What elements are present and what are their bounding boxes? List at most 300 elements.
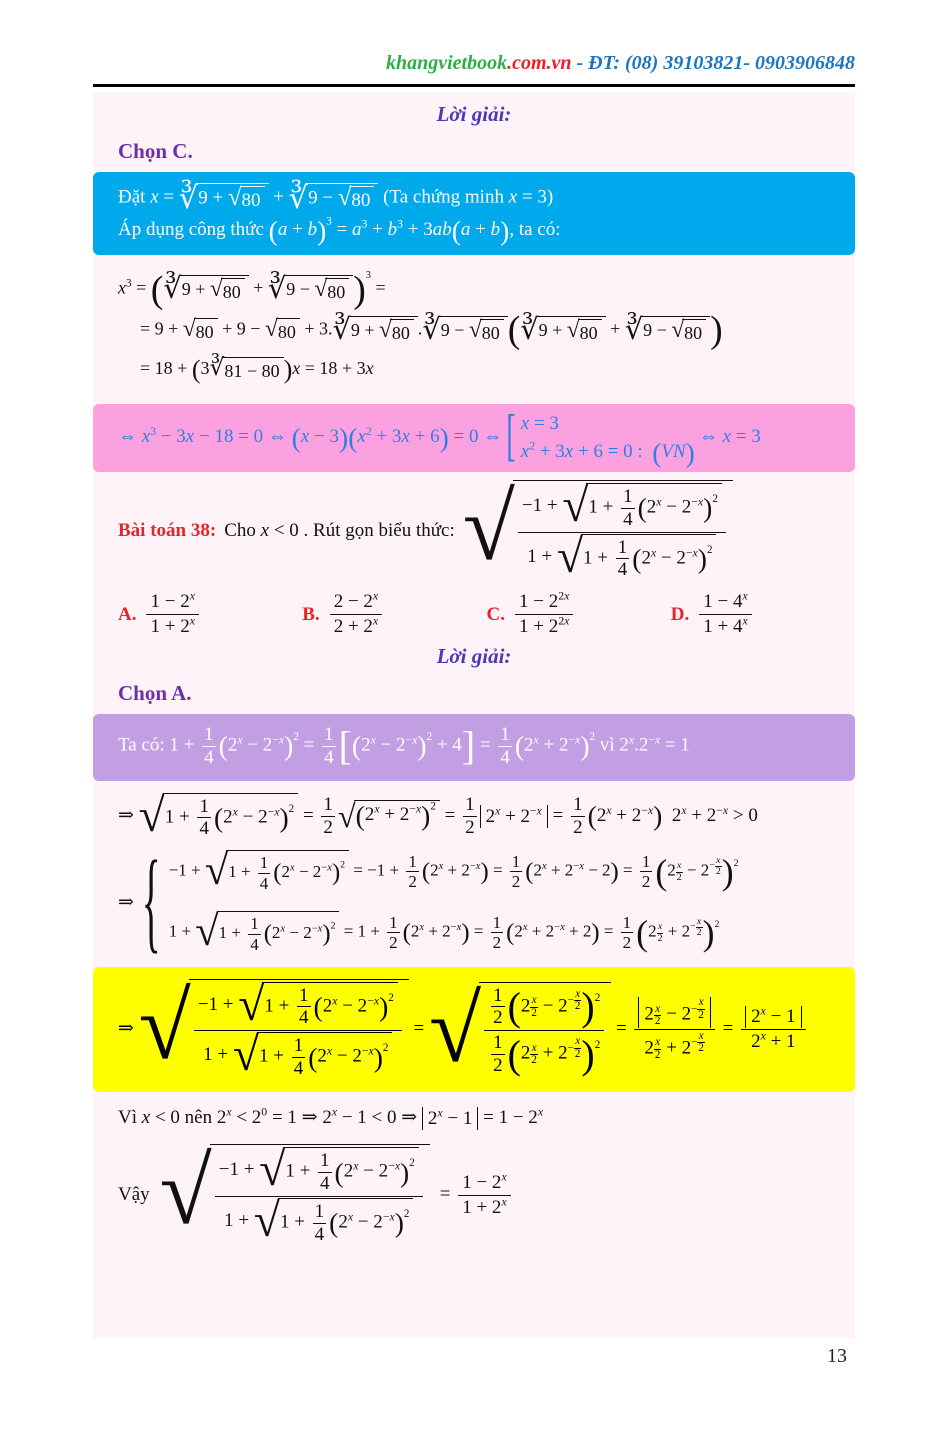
math-token: 2 (426, 731, 433, 744)
math-token (671, 319, 706, 345)
math-token: x (332, 993, 338, 1007)
math-token (530, 995, 538, 1007)
site-domain: .com.vn (507, 52, 572, 74)
math-token: 2 (733, 858, 739, 870)
math-token: 1 (623, 485, 633, 507)
math-token (523, 922, 528, 933)
math-token: 2 (403, 1208, 410, 1221)
math-token: x (742, 589, 748, 603)
math-token: 4 (293, 1058, 304, 1080)
math-token: x (692, 545, 698, 559)
math-token: 2 (696, 927, 702, 939)
math-token: x (368, 1044, 374, 1058)
math-token: x (419, 922, 425, 934)
math-token: 2 (657, 932, 663, 944)
math-token: 1 + √1 + $\frac{1}{4}$ $(2^x - 2^{-x})^2$ (215, 1196, 423, 1246)
math-token (530, 1043, 538, 1067)
system-rows (168, 847, 739, 956)
math-token: ∛ (178, 181, 199, 215)
math-token: $2^x - 1$ (745, 1006, 801, 1028)
math-token: x (401, 426, 410, 448)
option-b (302, 591, 486, 638)
math-token: 2 (698, 1008, 704, 1021)
math-token: 4 (320, 1173, 330, 1195)
math-token (654, 1037, 662, 1061)
math-token: − x 2 (567, 1035, 581, 1060)
option-c-numerator: $1 - 2^{2x}$ (518, 589, 570, 613)
math-token: 2 (698, 1042, 704, 1055)
math-token: x (520, 441, 530, 463)
math-token: √ (671, 317, 685, 344)
math-token (654, 1004, 662, 1016)
math-token (513, 480, 733, 581)
math-token: 2 (641, 872, 651, 892)
math-token: 80 (240, 186, 265, 213)
math-token (495, 804, 500, 817)
math-token: x (606, 803, 612, 817)
math-token: √ (337, 184, 352, 211)
math-token: 1 (250, 914, 259, 934)
math-token: 2 (654, 1015, 661, 1028)
math-token: 4 (324, 746, 334, 768)
sign-note-line: Vì x < 0 nên $2^x < 2^0 = 1$ ⇒ $2^x - 1 < 0$ ⇒ $2^x - 1 = 1 - 2^x$ (118, 1105, 544, 1129)
math-token (676, 861, 683, 871)
math-token (530, 1043, 538, 1067)
math-token: 2 (594, 991, 601, 1004)
math-token: 4 (299, 1007, 309, 1029)
math-token (353, 1160, 358, 1173)
option-a (118, 591, 302, 638)
math-token: x (327, 862, 332, 874)
math-token: 1 + $\frac{1}{4}$ $(2^x - 2^{-x})^2$ (257, 1032, 392, 1080)
math-token (654, 1004, 662, 1028)
header-rule (93, 84, 855, 87)
math-token: a (277, 219, 288, 241)
math-token: 1 (493, 1032, 503, 1054)
math-token: x (760, 1029, 766, 1043)
math-token: 1 (465, 794, 475, 816)
math-token (179, 183, 269, 213)
math-token: 2x (558, 614, 570, 628)
math-token (163, 275, 248, 304)
math-token: x (501, 1195, 507, 1209)
sqrt-step-line: ⇒ √1 + $\frac{1}{4}$ $(2^x - 2^{-x})^2$ = $\frac{1}{2}$ $√(2^x + 2^{-x})^2$ = $\frac{1}{2}$ $2^x + 2^{-x}$ = $\frac{1}{2}$ $(2^x + 2^{-x}) 2^x + 2^{-x} > 0$ (118, 789, 758, 842)
math-token: x (280, 923, 286, 935)
math-token: −x (469, 861, 481, 873)
site-name: khangvietbook (385, 52, 508, 74)
math-token (479, 982, 611, 1077)
math-token: 2 (409, 1157, 415, 1170)
math-token: 3 (365, 270, 372, 282)
math-token: 1 + $\frac{1}{4}$ $(2^x - 2^{-x})^2$ (283, 1147, 418, 1195)
math-token: − x 2 (709, 854, 721, 878)
math-token: x (118, 277, 126, 298)
math-token: 9 − √80 (439, 316, 508, 345)
math-token (657, 922, 664, 932)
math-token: √ (556, 530, 584, 583)
math-token (292, 1035, 306, 1080)
math-token: 2 (293, 731, 299, 744)
math-token (458, 1172, 510, 1219)
math-token: x (232, 805, 238, 818)
option-b-fraction (330, 591, 382, 638)
math-token: √ (378, 317, 392, 344)
math-token: x (278, 733, 285, 747)
math-token (616, 537, 630, 582)
math-token: 1 (259, 853, 269, 873)
math-token: 2 (654, 1048, 661, 1061)
math-token: x (374, 802, 380, 816)
math-token (697, 1031, 705, 1055)
math-token: x (560, 922, 565, 934)
math-token (232, 1029, 393, 1082)
math-token (761, 1030, 766, 1043)
math-token (574, 989, 582, 1001)
math-token: 3 (397, 218, 403, 232)
math-token: 80 (325, 278, 349, 304)
math-token (530, 995, 538, 1019)
math-token: x (326, 1044, 333, 1058)
math-token: 2 x 2 + 2− x 2 (634, 1029, 714, 1061)
math-token (233, 805, 238, 818)
math-token (629, 733, 634, 746)
math-token: x (456, 922, 462, 934)
choice-c-text: Chọn C. (118, 139, 193, 163)
math-token: 1 (293, 1035, 304, 1057)
problem-38-row (93, 473, 855, 583)
math-token (634, 997, 714, 1061)
math-token: 1 (622, 912, 632, 932)
math-token (676, 861, 683, 883)
math-token: 2 (323, 816, 333, 838)
math-token: x (317, 923, 323, 935)
math-token: 2 (288, 802, 295, 815)
math-token: √ (428, 975, 482, 1082)
math-token: ∛ (163, 273, 182, 306)
math-token (189, 979, 409, 1080)
math-token (280, 924, 285, 935)
math-token: −x (272, 733, 285, 747)
math-token: x (260, 519, 270, 541)
math-token: 80 (682, 319, 706, 345)
math-token: 4 (250, 934, 259, 954)
math-token: b (490, 219, 501, 241)
math-token: 4 (314, 1223, 325, 1245)
math-token (202, 724, 216, 769)
math-line-simplified: = 18 + (3∛81 − 80 )x = 18 + 3x (140, 354, 374, 384)
math-token: 2 (493, 1055, 503, 1077)
math-token: 3 (150, 425, 157, 439)
math-token: x (185, 426, 195, 448)
math-token (510, 852, 523, 892)
math-token (373, 590, 378, 603)
math-token (313, 1201, 327, 1246)
math-token: x (365, 357, 374, 378)
math-token (348, 1210, 353, 1223)
math-token: 1 + $\frac{1}{4}$ $(2^x - 2^{-x})^2$ (226, 850, 349, 893)
option-b-denominator: $2 + 2^x$ (330, 614, 382, 638)
math-token: 2 (408, 872, 417, 892)
math-token (209, 354, 284, 383)
math-token: 2 (594, 1039, 601, 1052)
math-token: 80 (390, 319, 414, 345)
math-token: −x (685, 545, 698, 559)
math-token (498, 724, 512, 769)
math-token: − x 2 (567, 987, 581, 1013)
math-token: 2 (622, 933, 632, 953)
math-token: ab (432, 219, 452, 241)
math-token: 2 (573, 816, 583, 838)
math-token (264, 315, 300, 344)
math-token: x (353, 1159, 359, 1173)
conclusion-row (118, 1138, 855, 1248)
math-token (501, 1170, 506, 1183)
math-token (338, 186, 375, 213)
option-b-letter: B. (302, 603, 320, 625)
option-d-letter: D. (670, 603, 690, 625)
problem-label: Bài toán 38: (118, 519, 217, 541)
math-token: 1 (199, 795, 209, 817)
math-token: 1 (641, 851, 651, 871)
math-token: x (475, 861, 481, 873)
math-token (574, 989, 582, 1013)
math-token: 1 (299, 984, 309, 1006)
math-token: x (189, 589, 195, 603)
math-token (321, 794, 335, 839)
system-row-2: 1 + √1 + $\frac{1}{4}$ $(2^x - 2^{-x})^2 = 1$ + $\frac{1}{2}$ $(2^x + 2^{-x})$ = $\frac{1}{2}$ $(2^x + 2^{-x} + 2)$ = $\frac{1}{2}$ (2 x 2 + 2− x 2 )$^2$ (168, 908, 720, 956)
math-token: $\frac{1}{2}$ (2 x 2 − 2− x 2 )$^2$ (493, 983, 601, 1029)
math-token: x (372, 589, 379, 603)
math-token: x (579, 861, 584, 873)
math-token: √ (159, 1138, 212, 1245)
math-token: 2 (511, 872, 521, 892)
math-token: 80 (578, 319, 602, 345)
math-token: 4 (500, 746, 510, 768)
equivalence-result-box: ⇔ $x^3 - 3x - 18 = 0$ ⇔ $(x - 3)(x^2 + 3x + 6) = 0$ ⇔ [ x = 3 $x^2 + 3x + 6 = 0$ : (VN) ⇔ x = 3 (93, 404, 855, 472)
math-token: x (647, 803, 654, 817)
math-token: −x (409, 802, 422, 816)
math-token: x (716, 854, 721, 866)
math-token: VN (661, 441, 686, 463)
math-token (194, 978, 402, 1082)
math-token: x (564, 614, 570, 628)
math-token (226, 1106, 231, 1119)
math-token (463, 794, 477, 839)
math-token: −x (267, 805, 280, 818)
math-token (371, 733, 376, 746)
math-token: 1 (493, 984, 503, 1006)
math-token: 1 + $\frac{1}{4}$ $(2^x - 2^{-x})^2$ (581, 534, 716, 582)
choice-a-text: Chọn A. (118, 680, 192, 705)
identity-box: Ta có: 1 + $\frac{1}{4}$ $(2^x - 2^{-x})^2$ = $\frac{1}{4}$ $[(2^x - 2^{-x})^2 + 4]$ = $\frac{1}{4}$ $(2^x + 2^{-x})^2$ vì $2^x.2^{-x} = 1$ (93, 714, 855, 781)
math-token: x (697, 495, 704, 509)
math-token (322, 724, 336, 769)
math-token: 80 (480, 319, 504, 345)
math-token (542, 861, 547, 872)
math-token (210, 1144, 430, 1248)
math-token: x (722, 803, 729, 817)
math-token (268, 275, 353, 304)
math-token: 2 x 2 − 2− x 2 (638, 997, 710, 1027)
math-token: −x (311, 923, 323, 935)
math-token (373, 615, 378, 628)
math-token: x (495, 804, 501, 818)
math-token (253, 1195, 414, 1248)
math-token (491, 1032, 505, 1077)
math-token (332, 313, 417, 346)
math-token (741, 1005, 805, 1029)
math-token: −x (405, 733, 418, 747)
system-of-equations (118, 839, 855, 965)
math-token: x (290, 862, 295, 874)
math-token (374, 803, 379, 816)
option-a-numerator: $1 - 2^x$ (150, 589, 195, 613)
math-token (258, 853, 271, 893)
math-token (422, 313, 507, 346)
math-token: √ (182, 315, 196, 342)
math-token: −x (530, 804, 542, 818)
math-token (259, 1144, 419, 1197)
math-token (520, 412, 695, 468)
math-token: 9 + √80 (349, 316, 418, 345)
math-token: √ (232, 1029, 259, 1082)
math-token (742, 590, 747, 603)
math-token (697, 1031, 705, 1043)
math-token (606, 804, 611, 817)
math-token: x (657, 921, 663, 933)
math-token: x (575, 733, 581, 747)
math-token: 2 (529, 439, 536, 453)
math-token (654, 1037, 662, 1061)
math-token: ∛ (332, 313, 351, 346)
math-token (290, 863, 295, 874)
math-token: x (372, 614, 379, 628)
math-token: 2 (365, 425, 372, 439)
math-token: 2 (330, 921, 336, 932)
math-token: 2 (714, 919, 720, 931)
math-token: 3 (361, 218, 368, 232)
math-token: x (389, 1210, 395, 1224)
math-token: 1 + √1 + $\frac{1}{4}$ $(2^x - 2^{-x})^2$ (194, 1030, 402, 1080)
math-token (621, 486, 635, 531)
math-token: x (677, 860, 682, 872)
math-token: x (370, 733, 376, 747)
math-token: 80 (194, 318, 218, 344)
math-token: 1 + $\frac{1}{4}$ $(2^x - 2^{-x})^2$ (217, 911, 340, 954)
math-token: 2 (574, 1000, 581, 1013)
math-token: 2 (676, 871, 682, 883)
math-token: 1 + √1 + $\frac{1}{4}$ $(2^x - 2^{-x})^2$ (518, 532, 726, 582)
math-token: x (542, 861, 547, 873)
math-token (715, 856, 722, 878)
math-token: x (520, 413, 530, 435)
math-token (237, 733, 242, 746)
math-token: 2 (531, 1006, 537, 1019)
math-token: −x (382, 1210, 395, 1224)
math-token: √ (253, 1195, 280, 1248)
math-token: 1 (408, 851, 417, 871)
math-token: x (575, 1035, 581, 1048)
math-token (676, 861, 683, 883)
math-token (469, 319, 504, 345)
math-token: $\frac{1}{2}$ (2 x 2 + 2− x 2 )$^2$ (484, 1030, 604, 1077)
math-token: 2 (465, 816, 475, 838)
math-token (530, 1043, 538, 1055)
solution-heading-2: Lời giải: (436, 643, 512, 668)
math-token: −1 + √1 + $\frac{1}{4}$ $(2^x - 2^{-x})^2$ (215, 1147, 423, 1196)
math-token: 2 (388, 991, 394, 1004)
expansion-block (93, 255, 855, 396)
math-token (204, 847, 349, 895)
math-token: 1 + $\frac{1}{4}$ $(2^x - 2^{-x})^2$ (163, 793, 298, 841)
math-token (491, 913, 504, 953)
math-token (742, 615, 747, 628)
math-token: x (508, 186, 518, 208)
highlighted-result-box: ⇒ √ −1 + √1 + $\frac{1}{4}$ $(2^x - 2^{-x})^2$ 1 + √1 + $\frac{1}{4}$ $(2^x - 2^{-x})^2$ = √ $\frac{1}{2}$ (2 x 2 − 2− x 2 )$^2$ $\frac{1}{2}$ (2 x 2 + 2− x 2 )$^2$ = 2 x 2 − 2− x 2 2 x 2 + 2− x 2 = $\frac{2^x - 1}{2^x + 1}$ (93, 967, 855, 1092)
math-token: x (437, 1106, 443, 1120)
page-number: 13 (827, 1345, 847, 1367)
implies-arrow: ⇒ (118, 891, 134, 913)
math-token: −x (321, 862, 332, 874)
math-token: √ (314, 276, 328, 303)
math-token: x (655, 1035, 661, 1048)
math-token: 1 (573, 794, 583, 816)
math-token: x (415, 802, 422, 816)
math-token: $(2^x + 2^{-x})^2$ (354, 800, 440, 827)
option-c (487, 591, 671, 638)
math-token: 4 (199, 818, 209, 840)
math-token: 1 (511, 851, 521, 871)
math-token: 3 (326, 215, 332, 228)
math-token (387, 913, 400, 953)
system-row-1: −1 + √1 + $\frac{1}{4}$ $(2^x - 2^{-x})^2 = -1$ + $\frac{1}{2}$ $(2^x + 2^{-x})$ = $\frac{1}{2}$ $(2^x + 2^{-x} - 2)$ = $\frac{1}{2}$ (2 x 2 − 2− x 2 )$^2$ (168, 847, 739, 895)
math-token: √ (138, 972, 191, 1079)
system-brace: { (141, 839, 161, 965)
math-token: x (536, 804, 542, 818)
math-token: x (722, 426, 732, 448)
math-token: ∛ (288, 181, 309, 215)
math-token: x (656, 495, 662, 509)
math-token: −x (691, 495, 704, 509)
math-token: a (352, 219, 362, 241)
math-token: 9 + √80 (180, 275, 249, 304)
math-token (190, 615, 195, 628)
math-token: 80 (349, 186, 374, 213)
math-token (484, 985, 604, 1077)
math-token (210, 278, 245, 304)
math-token: √ (259, 1144, 286, 1197)
math-token (506, 405, 695, 468)
option-c-letter: C. (486, 603, 505, 625)
math-token (289, 183, 379, 213)
math-token: x (698, 1029, 704, 1042)
math-token: x = 3 (520, 413, 559, 435)
math-token: √ (337, 798, 356, 835)
math-token: 1 (389, 912, 398, 932)
math-token (640, 852, 653, 892)
math-token (571, 794, 585, 839)
math-token (318, 1150, 332, 1195)
math-token (501, 1195, 506, 1208)
math-token: x (292, 357, 301, 378)
math-token (761, 1005, 766, 1018)
math-token (654, 1004, 662, 1028)
math-token: 2 (706, 543, 713, 556)
math-token: 9 − √80 (284, 275, 353, 304)
option-b-numerator: $2 - 2^x$ (333, 589, 379, 613)
problem-expression (462, 473, 733, 583)
math-token: 2 (340, 859, 346, 871)
